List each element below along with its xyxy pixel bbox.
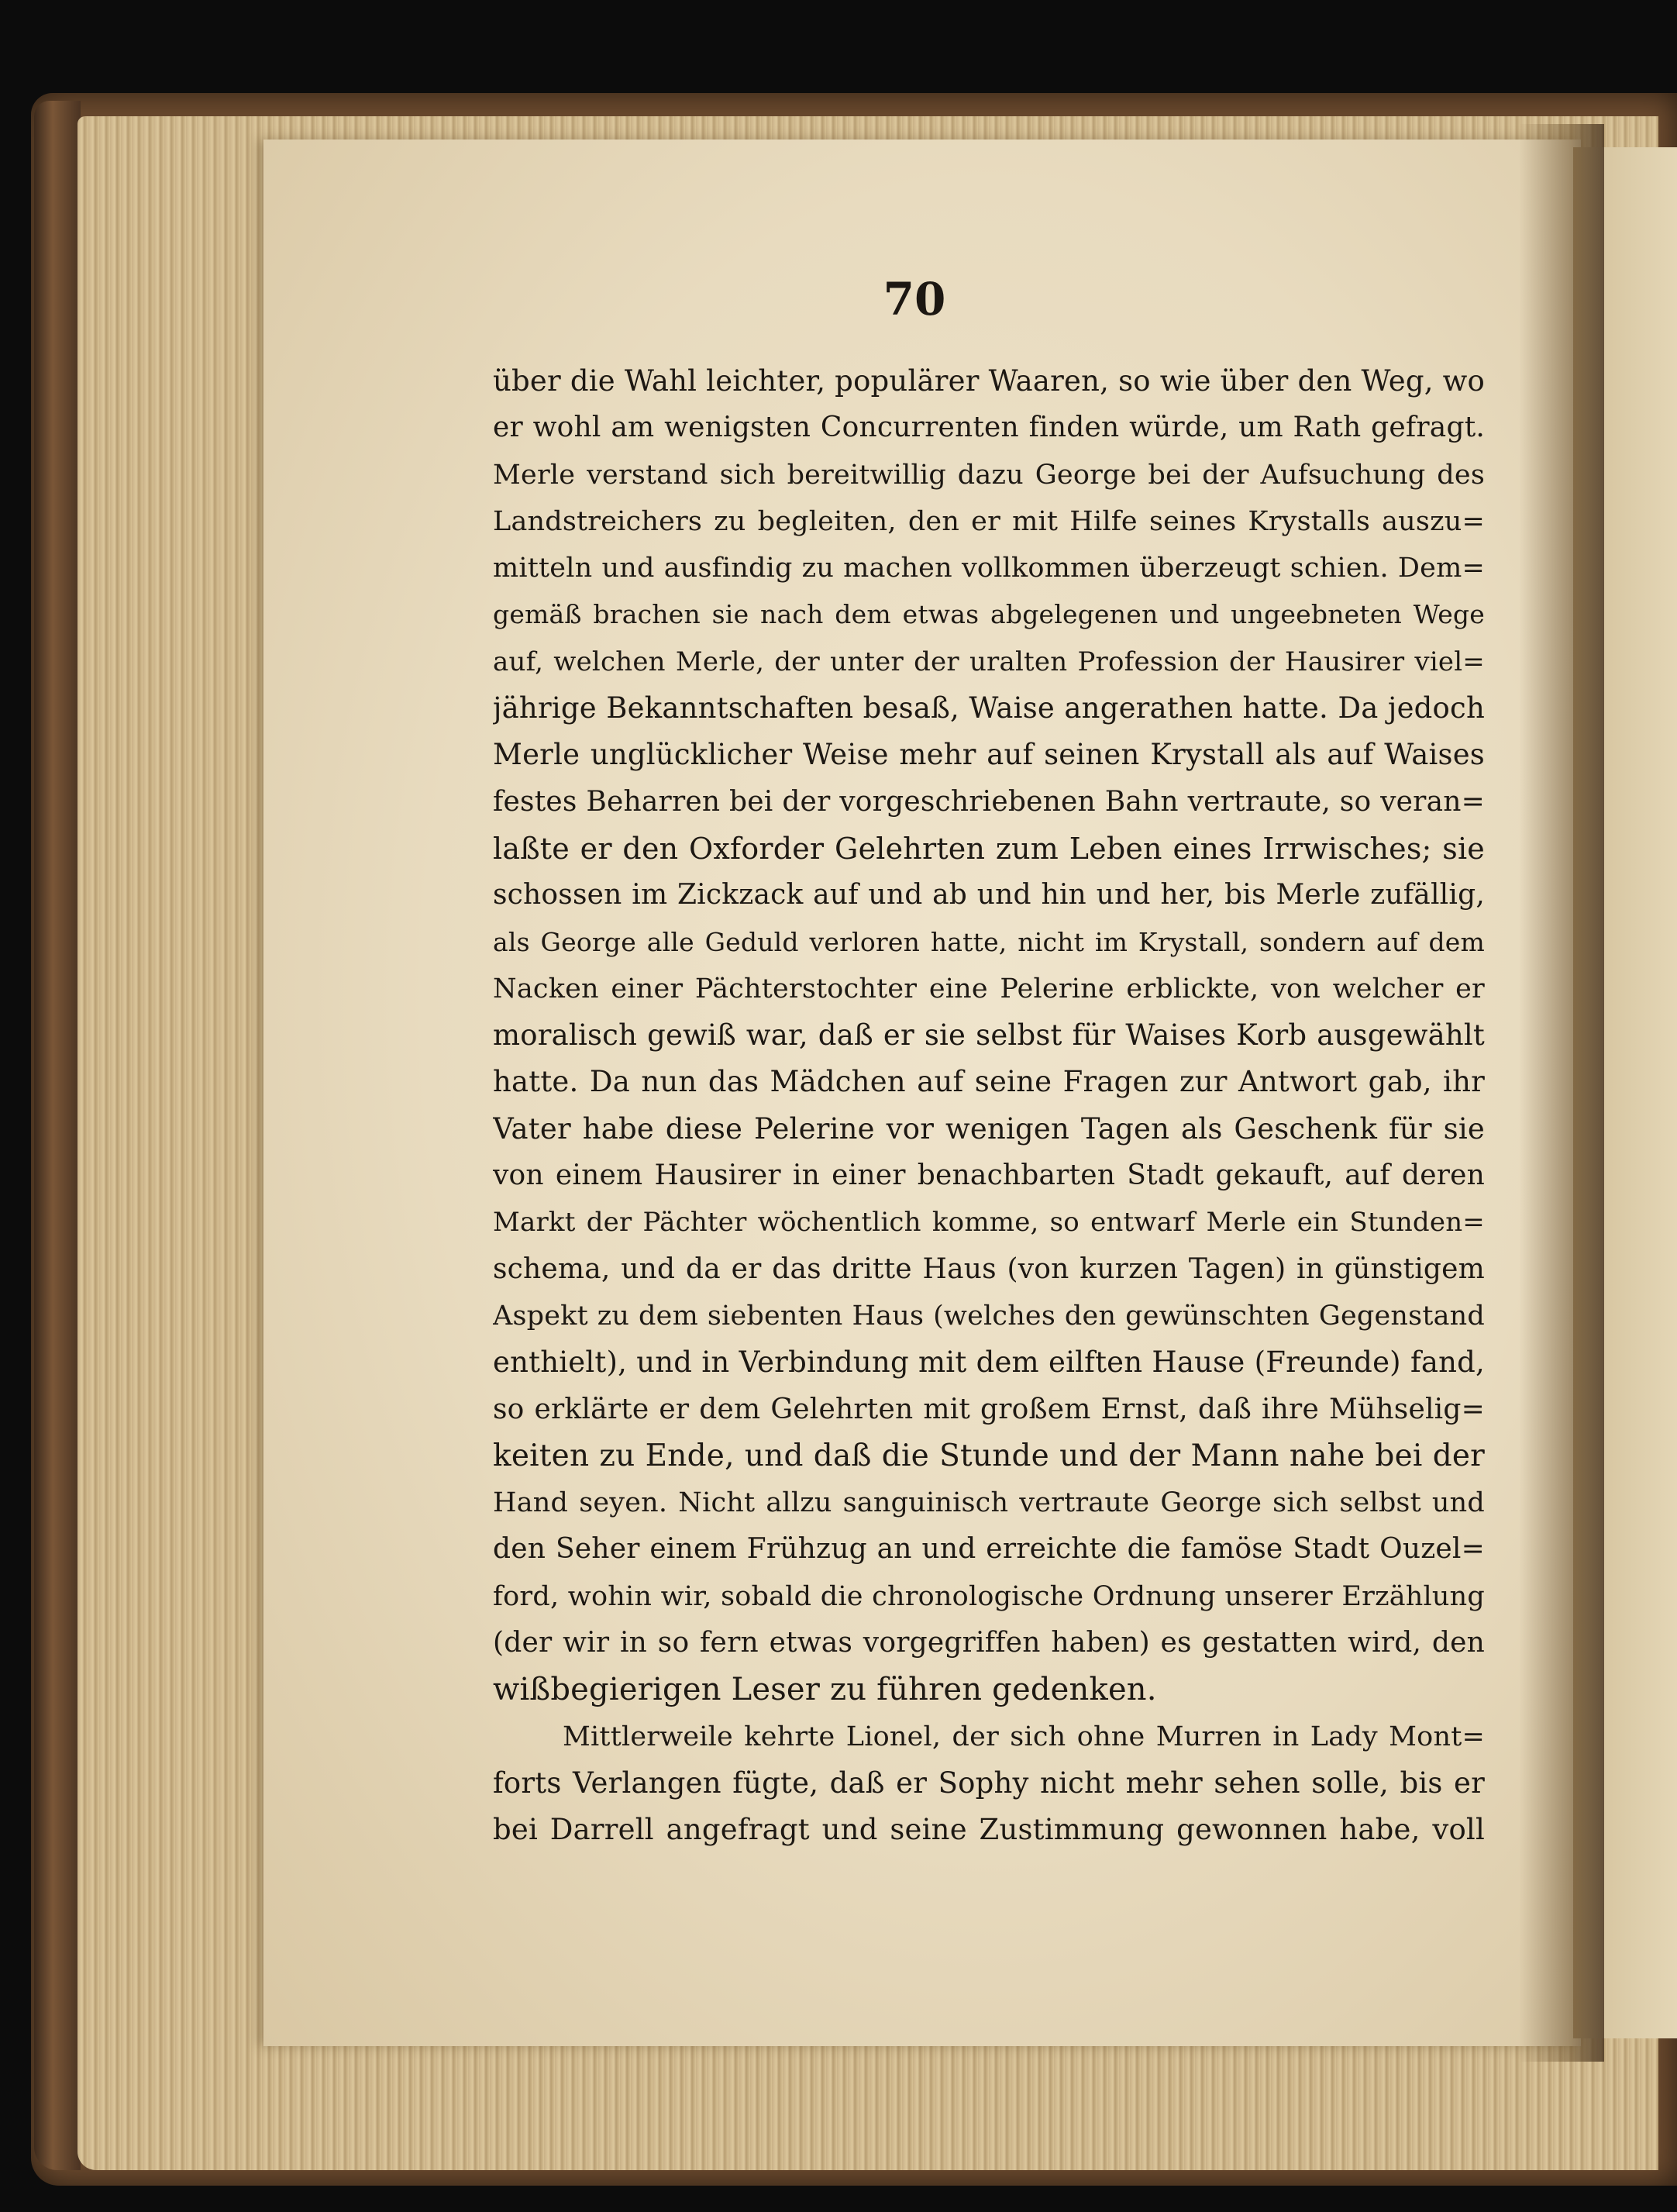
text-line: ford, wohin wir, sobald die chronologische Ordnung unserer Erzählung xyxy=(493,1580,1485,1612)
text-line: schossen im Zickzack auf und ab und hin und her, bis Merle zufällig, xyxy=(493,879,1485,911)
text-line: enthielt), und in Verbindung mit dem eilften Hause (Freunde) fand, xyxy=(493,1345,1485,1380)
gutter-shadow xyxy=(1519,124,1604,2062)
text-line: gemäß brachen sie nach dem etwas abgelegenen und ungeebneten Wege xyxy=(493,599,1485,630)
text-line: bei Darrell angefragt und seine Zustimmung gewonnen habe, voll xyxy=(493,1813,1485,1847)
text-line: Vater habe diese Pelerine vor wenigen Tagen als Geschenk für sie xyxy=(493,1111,1485,1146)
text-line: festes Beharren bei der vorgeschriebenen Bahn vertraute, so veran= xyxy=(493,785,1485,818)
text-line: Landstreichers zu begleiten, den er mit Hilfe seines Krystalls auszu= xyxy=(493,505,1485,537)
text-line: auf, welchen Merle, der unter der uralten Profession der Hausirer viel= xyxy=(493,646,1485,677)
text-line: er wohl am wenigsten Concurrenten finden würde, um Rath gefragt. xyxy=(493,412,1485,444)
text-line: (der wir in so fern etwas vorgegriffen haben) es gestatten wird, den xyxy=(493,1627,1485,1659)
text-line: moralisch gewiß war, daß er sie selbst für Waises Korb ausgewählt xyxy=(493,1018,1485,1053)
text-line: Merle verstand sich bereitwillig dazu George bei der Aufsuchung des xyxy=(493,459,1485,491)
text-line: hatte. Da nun das Mädchen auf seine Fragen zur Antwort gab, ihr xyxy=(493,1065,1485,1099)
text-line: über die Wahl leichter, populärer Waaren, so wie über den Weg, wo xyxy=(493,364,1485,398)
text-line: laßte er den Oxforder Gelehrten zum Leben eines Irrwisches; sie xyxy=(493,831,1485,866)
text-line: mitteln und ausfindig zu machen vollkommen überzeugt schien. Dem= xyxy=(493,553,1485,584)
text-line: Hand seyen. Nicht allzu sanguinisch vertraute George sich selbst und xyxy=(493,1487,1485,1519)
text-line: von einem Hausirer in einer benachbarten Stadt gekauft, auf deren xyxy=(493,1159,1485,1192)
text-line: Markt der Pächter wöchentlich komme, so entwarf Merle ein Stunden= xyxy=(493,1207,1485,1239)
text-line: schema, und da er das dritte Haus (von kurzen Tagen) in günstigem xyxy=(493,1252,1485,1285)
text-line: Mittlerweile kehrte Lionel, der sich ohne Murren in Lady Mont= xyxy=(563,1721,1485,1752)
page-number: 70 xyxy=(883,273,946,326)
text-line: den Seher einem Frühzug an und erreichte die famöse Stadt Ouzel= xyxy=(493,1533,1485,1566)
text-line: forts Verlangen fügte, daß er Sophy nicht mehr sehen solle, bis er xyxy=(493,1766,1485,1800)
text-line: Nacken einer Pächterstochter eine Pelerine erblickte, von welcher er xyxy=(493,973,1485,1004)
text-line: wißbegierigen Leser zu führen gedenken. xyxy=(493,1672,1157,1708)
text-line: Aspekt zu dem siebenten Haus (welches den gewünschten Gegenstand xyxy=(493,1300,1485,1332)
text-line: jährige Bekanntschaften besaß, Waise angerathen hatte. Da jedoch xyxy=(493,691,1485,725)
text-line: so erklärte er dem Gelehrten mit großem Ernst, daß ihre Mühselig= xyxy=(493,1393,1485,1425)
book-cover-edge xyxy=(34,101,81,2170)
page-text xyxy=(493,358,1485,1854)
text-line: keiten zu Ende, und daß die Stunde und der Mann nahe bei der xyxy=(493,1438,1485,1473)
text-line: als George alle Geduld verloren hatte, nicht im Krystall, sondern auf dem xyxy=(493,926,1485,957)
text-line: Merle unglücklicher Weise mehr auf seinen Krystall als auf Waises xyxy=(493,738,1485,772)
